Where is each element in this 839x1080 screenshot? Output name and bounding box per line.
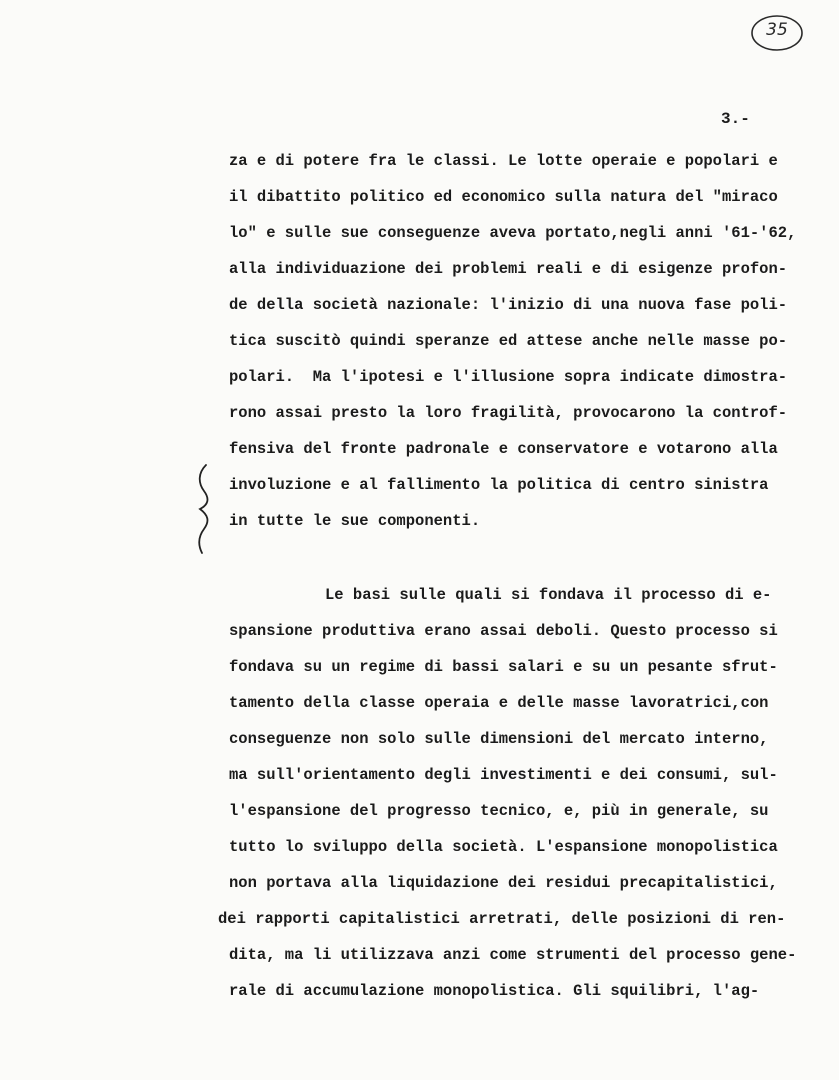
text-line: lo" e sulle sue conseguenze aveva portato,negli anni '61-'62, <box>229 224 797 242</box>
text-line: il dibattito politico ed economico sulla natura del "miraco <box>229 188 778 206</box>
text-line: non portava alla liquidazione dei residui precapitalistici, <box>229 874 778 892</box>
text-line: polari. Ma l'ipotesi e l'illusione sopra indicate dimostra- <box>229 368 788 386</box>
text-line: de della società nazionale: l'inizio di una nuova fase poli- <box>229 296 788 314</box>
text-line: spansione produttiva erano assai deboli. Questo processo si <box>229 622 778 640</box>
page-number: 3.- <box>721 110 750 128</box>
text-line: Le basi sulle quali si fondava il processo di e- <box>325 586 772 604</box>
text-line: rale di accumulazione monopolistica. Gli squilibri, l'ag- <box>229 982 760 1000</box>
text-line: involuzione e al fallimento la politica di centro sinistra <box>229 476 769 494</box>
text-line: za e di potere fra le classi. Le lotte operaie e popolari e <box>229 152 778 170</box>
text-line: tamento della classe operaia e delle masse lavoratrici,con <box>229 694 769 712</box>
text-line: rono assai presto la loro fragilità, provocarono la controf- <box>229 404 788 422</box>
text-line: tutto lo sviluppo della società. L'espansione monopolistica <box>229 838 778 856</box>
margin-brace-icon <box>192 463 216 555</box>
folio-circled-number <box>748 12 806 54</box>
text-line: dei rapporti capitalistici arretrati, delle posizioni di ren- <box>218 910 786 928</box>
folio-number: 35 <box>766 20 788 40</box>
text-line: l'espansione del progresso tecnico, e, più in generale, su <box>229 802 769 820</box>
text-line: in tutte le sue componenti. <box>229 512 481 530</box>
text-line: tica suscitò quindi speranze ed attese anche nelle masse po- <box>229 332 788 350</box>
text-line: fondava su un regime di bassi salari e su un pesante sfrut- <box>229 658 778 676</box>
text-line: alla individuazione dei problemi reali e di esigenze profon- <box>229 260 788 278</box>
text-line: ma sull'orientamento degli investimenti e dei consumi, sul- <box>229 766 778 784</box>
text-line: conseguenze non solo sulle dimensioni del mercato interno, <box>229 730 769 748</box>
text-line: fensiva del fronte padronale e conservatore e votarono alla <box>229 440 778 458</box>
text-line: dita, ma li utilizzava anzi come strumenti del processo gene- <box>229 946 797 964</box>
